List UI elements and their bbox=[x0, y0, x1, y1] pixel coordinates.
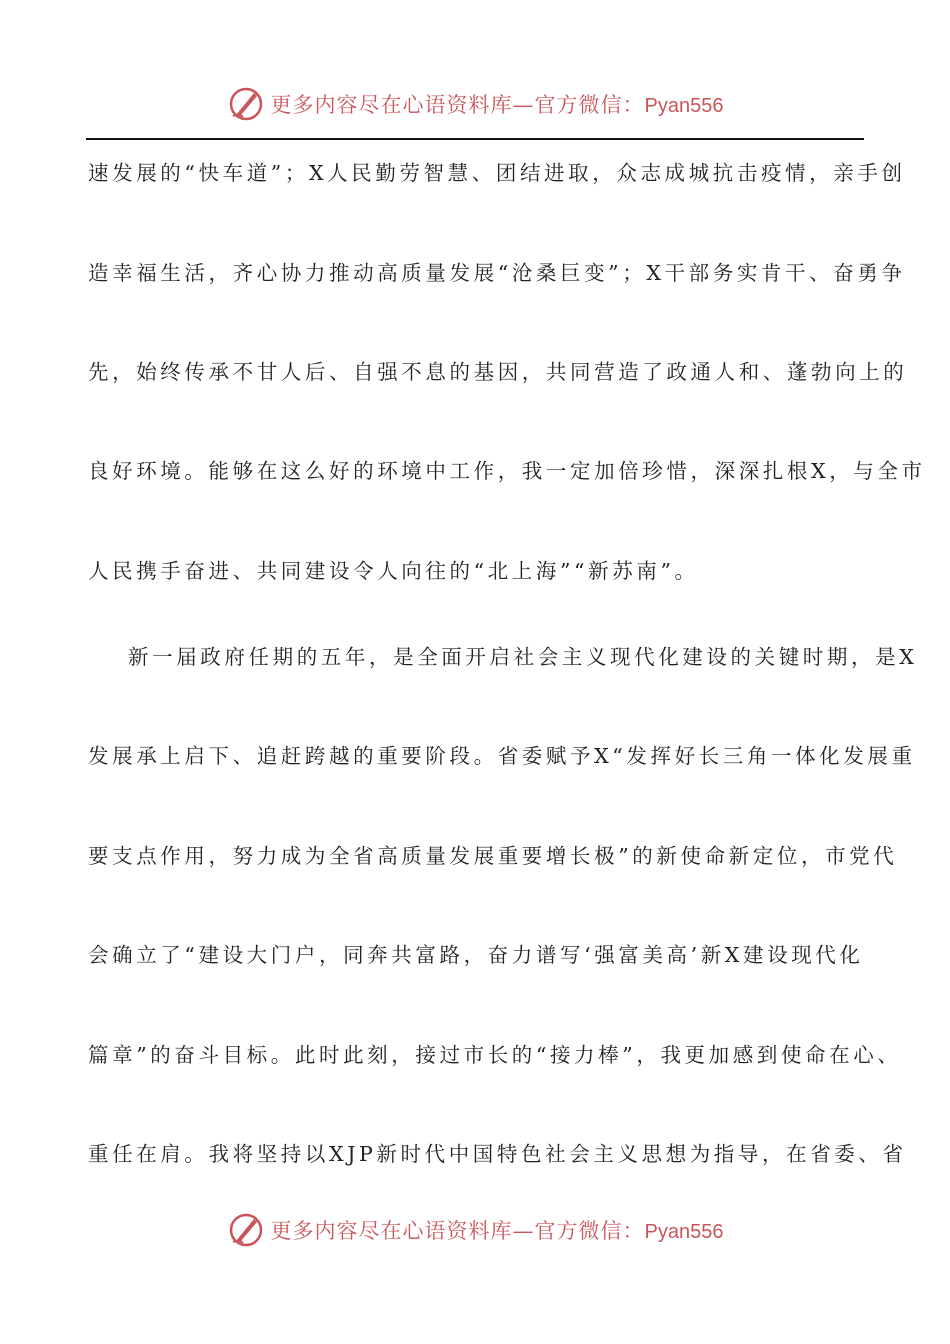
body-line: 良好环境。能够在这么好的环境中工作，我一定加倍珍惜，深深扎根X，与全市 bbox=[88, 459, 926, 483]
footer-wechat-id: Pyan556 bbox=[644, 1221, 724, 1243]
header-banner-text: 更多内容尽在心语资料库—官方微信：Pyan556 bbox=[270, 93, 724, 117]
header-wechat-id: Pyan556 bbox=[644, 95, 724, 117]
body-line: 要支点作用，努力成为全省高质量发展重要增长极”的新使命新定位，市党代 bbox=[88, 844, 898, 868]
body-line: 速发展的“快车道”；X人民勤劳智慧、团结进取，众志成城抗击疫情，亲手创 bbox=[88, 161, 906, 185]
body-line: 造幸福生活，齐心协力推动高质量发展“沧桑巨变”；X干部务实肯干、奋勇争 bbox=[88, 261, 906, 285]
body-line: 人民携手奋进、共同建设令人向往的“北上海”“新苏南”。 bbox=[88, 559, 699, 583]
paragraph-first-line: 新一届政府任期的五年，是全面开启社会主义现代化建设的关键时期，是X bbox=[128, 645, 918, 669]
quill-logo-icon bbox=[227, 1211, 265, 1249]
header-divider bbox=[86, 138, 864, 140]
body-line: 发展承上启下、追赶跨越的重要阶段。省委赋予X“发挥好长三角一体化发展重 bbox=[88, 744, 916, 768]
body-line: 重任在肩。我将坚持以XJP新时代中国特色社会主义思想为指导，在省委、省 bbox=[88, 1142, 907, 1166]
header-banner bbox=[0, 82, 950, 126]
body-line: 会确立了“建设大门户，同奔共富路，奋力谱写‘强富美高’新X建设现代化 bbox=[88, 943, 864, 967]
body-line: 先，始终传承不甘人后、自强不息的基因，共同营造了政通人和、蓬勃向上的 bbox=[88, 360, 908, 384]
body-line: 篇章”的奋斗目标。此时此刻，接过市长的“接力棒”，我更加感到使命在心、 bbox=[88, 1043, 902, 1067]
footer-banner-text: 更多内容尽在心语资料库—官方微信：Pyan556 bbox=[270, 1219, 724, 1243]
quill-logo-icon bbox=[227, 85, 265, 123]
footer-banner bbox=[0, 1208, 950, 1252]
